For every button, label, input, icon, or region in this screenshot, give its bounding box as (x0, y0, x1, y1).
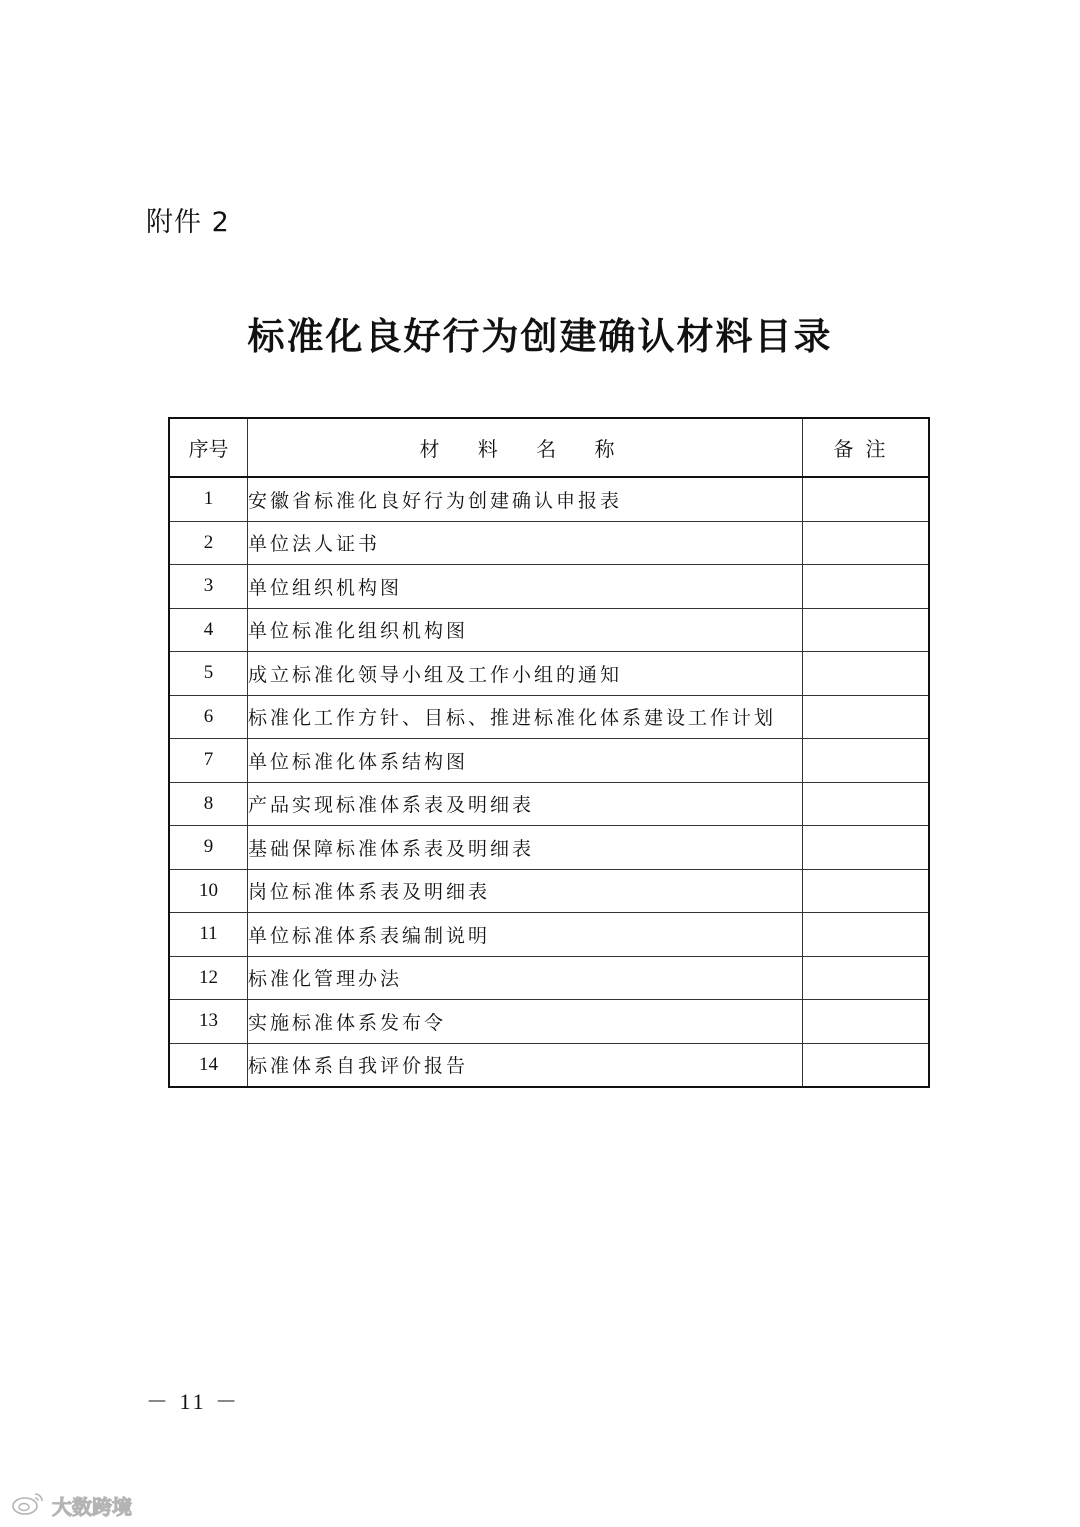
row-number: 7 (169, 739, 248, 783)
row-number: 6 (169, 695, 248, 739)
row-remarks (803, 913, 930, 957)
row-number: 11 (169, 913, 248, 957)
table-row (169, 739, 929, 783)
row-number: 3 (169, 565, 248, 609)
table-row (169, 695, 929, 739)
row-material-name: 安徽省标准化良好行为创建确认申报表 (248, 477, 803, 521)
row-remarks (803, 695, 930, 739)
row-remarks (803, 1000, 930, 1044)
watermark-text: 大数跨境 (52, 1494, 132, 1519)
row-remarks (803, 739, 930, 783)
row-number: 2 (169, 521, 248, 565)
row-remarks (803, 826, 930, 870)
table-row (169, 608, 929, 652)
header-serial-number: 序号 (169, 418, 248, 477)
row-number: 1 (169, 477, 248, 521)
row-material-name: 实施标准体系发布令 (248, 1000, 803, 1044)
table-row (169, 782, 929, 826)
row-number: 8 (169, 782, 248, 826)
row-material-name: 标准体系自我评价报告 (248, 1043, 803, 1087)
row-material-name: 单位标准化组织机构图 (248, 608, 803, 652)
row-material-name: 标准化管理办法 (248, 956, 803, 1000)
table-row (169, 652, 929, 696)
row-material-name: 标准化工作方针、目标、推进标准化体系建设工作计划 (248, 695, 803, 739)
row-number: 13 (169, 1000, 248, 1044)
row-remarks (803, 652, 930, 696)
row-material-name: 单位标准化体系结构图 (248, 739, 803, 783)
materials-table (168, 417, 930, 1088)
row-remarks (803, 956, 930, 1000)
row-remarks (803, 869, 930, 913)
header-remarks: 备注 (803, 418, 930, 477)
row-remarks (803, 1043, 930, 1087)
row-remarks (803, 477, 930, 521)
row-remarks (803, 782, 930, 826)
table-row (169, 477, 929, 521)
table-row (169, 826, 929, 870)
watermark (10, 1490, 132, 1520)
row-material-name: 成立标准化领导小组及工作小组的通知 (248, 652, 803, 696)
row-material-name: 产品实现标准体系表及明细表 (248, 782, 803, 826)
row-number: 4 (169, 608, 248, 652)
row-material-name: 单位标准体系表编制说明 (248, 913, 803, 957)
table-row (169, 956, 929, 1000)
document-title: 标准化良好行为创建确认材料目录 (247, 315, 833, 358)
row-material-name: 岗位标准体系表及明细表 (248, 869, 803, 913)
table-row (169, 1043, 929, 1087)
page-number: － 11 － (146, 1389, 241, 1414)
row-remarks (803, 608, 930, 652)
table-body (169, 477, 929, 1087)
table-row (169, 1000, 929, 1044)
weibo-logo-icon (10, 1490, 46, 1520)
row-number: 12 (169, 956, 248, 1000)
row-remarks (803, 521, 930, 565)
table-header-row (169, 418, 929, 477)
row-remarks (803, 565, 930, 609)
table-row (169, 869, 929, 913)
row-number: 10 (169, 869, 248, 913)
table-row (169, 913, 929, 957)
row-material-name: 基础保障标准体系表及明细表 (248, 826, 803, 870)
table-row (169, 521, 929, 565)
row-material-name: 单位组织机构图 (248, 565, 803, 609)
attachment-label: 附件 2 (146, 207, 230, 238)
row-number: 5 (169, 652, 248, 696)
row-number: 14 (169, 1043, 248, 1087)
row-number: 9 (169, 826, 248, 870)
row-material-name: 单位法人证书 (248, 521, 803, 565)
table-row (169, 565, 929, 609)
header-material-name: 材 料 名 称 (248, 418, 803, 477)
